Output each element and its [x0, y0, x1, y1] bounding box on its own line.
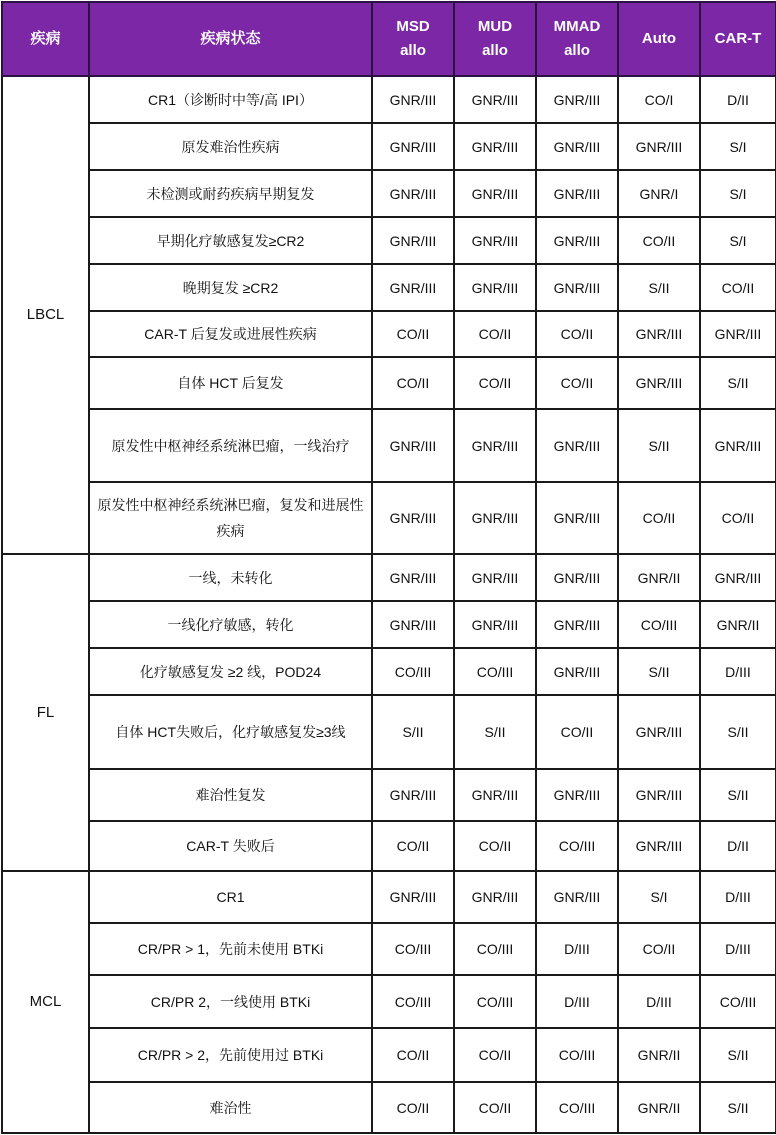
msd-allo-cell: CO/III [372, 923, 454, 975]
mud-allo-cell: CO/II [454, 1028, 536, 1082]
car-t-cell: CO/III [700, 975, 776, 1028]
header-disease [2, 2, 89, 76]
table-row [2, 821, 776, 871]
car-t-cell: S/II [700, 1082, 776, 1133]
mmad-allo-cell: D/III [536, 975, 618, 1028]
mmad-allo-cell: CO/III [536, 821, 618, 871]
auto-cell: CO/III [618, 601, 700, 648]
mmad-allo-cell: CO/III [536, 1082, 618, 1133]
auto-cell: GNR/III [618, 695, 700, 769]
car-t-cell: GNR/II [700, 601, 776, 648]
msd-allo-cell: CO/II [372, 357, 454, 409]
mmad-allo-cell: GNR/III [536, 769, 618, 821]
status-cell: 原发难治性疾病 [89, 123, 372, 170]
mud-allo-cell: GNR/III [454, 264, 536, 311]
auto-cell: GNR/I [618, 170, 700, 217]
header-label: CAR-T [714, 30, 762, 47]
mud-allo-cell: S/II [454, 695, 536, 769]
transplant-recommendation-table [1, 1, 776, 1134]
status-cell: CR1 [89, 871, 372, 923]
mmad-allo-cell: GNR/III [536, 554, 618, 601]
status-cell: CR/PR > 2，先前使用过 BTKi [89, 1028, 372, 1082]
mud-allo-cell: CO/III [454, 975, 536, 1028]
header-auto [618, 2, 700, 76]
mud-allo-cell: CO/II [454, 311, 536, 357]
msd-allo-cell: CO/II [372, 821, 454, 871]
mmad-allo-cell: GNR/III [536, 601, 618, 648]
msd-allo-cell: CO/III [372, 648, 454, 695]
table-row [2, 409, 776, 482]
auto-cell: GNR/II [618, 1082, 700, 1133]
mud-allo-cell: GNR/III [454, 482, 536, 554]
header-label: MSD [396, 18, 430, 35]
auto-cell: S/II [618, 264, 700, 311]
msd-allo-cell: S/II [372, 695, 454, 769]
msd-allo-cell: GNR/III [372, 769, 454, 821]
car-t-cell: GNR/III [700, 409, 776, 482]
mmad-allo-cell: CO/II [536, 311, 618, 357]
mud-allo-cell: CO/II [454, 1082, 536, 1133]
table-row [2, 170, 776, 217]
auto-cell: S/I [618, 871, 700, 923]
mmad-allo-cell: GNR/III [536, 264, 618, 311]
status-cell: 一线，未转化 [89, 554, 372, 601]
header-label: allo [564, 42, 590, 59]
header-status [89, 2, 372, 76]
car-t-cell: GNR/III [700, 311, 776, 357]
auto-cell: GNR/II [618, 1028, 700, 1082]
status-cell: CR/PR 2，一线使用 BTKi [89, 975, 372, 1028]
table-row [2, 1082, 776, 1133]
table-row [2, 601, 776, 648]
table-row [2, 123, 776, 170]
table-row [2, 695, 776, 769]
status-cell: CR/PR > 1，先前未使用 BTKi [89, 923, 372, 975]
mud-allo-cell: GNR/III [454, 871, 536, 923]
auto-cell: CO/I [618, 76, 700, 123]
status-cell: 晚期复发 ≥CR2 [89, 264, 372, 311]
header-label: allo [482, 42, 508, 59]
mud-allo-cell: GNR/III [454, 409, 536, 482]
status-cell: 原发性中枢神经系统淋巴瘤，复发和进展性疾病 [89, 482, 372, 554]
mmad-allo-cell: GNR/III [536, 217, 618, 264]
table-row [2, 482, 776, 554]
msd-allo-cell: GNR/III [372, 409, 454, 482]
mmad-allo-cell: CO/II [536, 357, 618, 409]
mmad-allo-cell: GNR/III [536, 409, 618, 482]
mud-allo-cell: GNR/III [454, 76, 536, 123]
status-cell: CAR-T 失败后 [89, 821, 372, 871]
mud-allo-cell: CO/III [454, 648, 536, 695]
auto-cell: GNR/III [618, 123, 700, 170]
table-row [2, 648, 776, 695]
table-row [2, 923, 776, 975]
msd-allo-cell: CO/II [372, 1028, 454, 1082]
status-cell: 难治性 [89, 1082, 372, 1133]
disease-cell: LBCL [2, 76, 89, 554]
mmad-allo-cell: GNR/III [536, 76, 618, 123]
msd-allo-cell: GNR/III [372, 217, 454, 264]
mud-allo-cell: GNR/III [454, 554, 536, 601]
table-row [2, 311, 776, 357]
car-t-cell: GNR/III [700, 554, 776, 601]
mud-allo-cell: CO/III [454, 923, 536, 975]
status-cell: 难治性复发 [89, 769, 372, 821]
mmad-allo-cell: CO/II [536, 695, 618, 769]
car-t-cell: D/III [700, 648, 776, 695]
msd-allo-cell: GNR/III [372, 123, 454, 170]
msd-allo-cell: CO/III [372, 975, 454, 1028]
header-mud-allo [454, 2, 536, 76]
table-row [2, 871, 776, 923]
mud-allo-cell: GNR/III [454, 123, 536, 170]
car-t-cell: S/II [700, 695, 776, 769]
status-cell: 未检测或耐药疾病早期复发 [89, 170, 372, 217]
car-t-cell: D/II [700, 76, 776, 123]
disease-cell: FL [2, 554, 89, 871]
car-t-cell: S/I [700, 217, 776, 264]
table-row [2, 264, 776, 311]
status-cell: 化疗敏感复发 ≥2 线，POD24 [89, 648, 372, 695]
header-label: 疾病 [30, 30, 61, 47]
car-t-cell: S/I [700, 123, 776, 170]
auto-cell: CO/II [618, 482, 700, 554]
msd-allo-cell: CO/II [372, 1082, 454, 1133]
msd-allo-cell: GNR/III [372, 76, 454, 123]
car-t-cell: D/III [700, 871, 776, 923]
auto-cell: CO/II [618, 923, 700, 975]
msd-allo-cell: GNR/III [372, 601, 454, 648]
mmad-allo-cell: GNR/III [536, 648, 618, 695]
status-cell: CAR-T 后复发或进展性疾病 [89, 311, 372, 357]
table-row [2, 554, 776, 601]
table-row [2, 975, 776, 1028]
table-row [2, 357, 776, 409]
car-t-cell: CO/II [700, 264, 776, 311]
header-label: Auto [641, 30, 677, 47]
msd-allo-cell: GNR/III [372, 170, 454, 217]
car-t-cell: S/II [700, 769, 776, 821]
table-row [2, 1028, 776, 1082]
auto-cell: S/II [618, 648, 700, 695]
auto-cell: CO/II [618, 217, 700, 264]
msd-allo-cell: GNR/III [372, 871, 454, 923]
mmad-allo-cell: GNR/III [536, 871, 618, 923]
header-msd-allo [372, 2, 454, 76]
table-row [2, 769, 776, 821]
auto-cell: GNR/III [618, 821, 700, 871]
mmad-allo-cell: GNR/III [536, 170, 618, 217]
mmad-allo-cell: D/III [536, 923, 618, 975]
status-cell: 自体 HCT失败后，化疗敏感复发≥3线 [89, 695, 372, 769]
mud-allo-cell: CO/II [454, 821, 536, 871]
mmad-allo-cell: GNR/III [536, 123, 618, 170]
header-mmad-allo [536, 2, 618, 76]
table-row [2, 217, 776, 264]
status-cell: 早期化疗敏感复发≥CR2 [89, 217, 372, 264]
car-t-cell: S/I [700, 170, 776, 217]
auto-cell: GNR/II [618, 554, 700, 601]
auto-cell: GNR/III [618, 769, 700, 821]
mud-allo-cell: GNR/III [454, 170, 536, 217]
disease-cell: MCL [2, 871, 89, 1133]
msd-allo-cell: GNR/III [372, 264, 454, 311]
table-row [2, 76, 776, 123]
auto-cell: D/III [618, 975, 700, 1028]
car-t-cell: D/III [700, 923, 776, 975]
msd-allo-cell: GNR/III [372, 482, 454, 554]
mud-allo-cell: GNR/III [454, 601, 536, 648]
auto-cell: S/II [618, 409, 700, 482]
car-t-cell: S/II [700, 357, 776, 409]
status-cell: 自体 HCT 后复发 [89, 357, 372, 409]
car-t-cell: D/II [700, 821, 776, 871]
mud-allo-cell: GNR/III [454, 217, 536, 264]
status-cell: 一线化疗敏感，转化 [89, 601, 372, 648]
mud-allo-cell: GNR/III [454, 769, 536, 821]
header-row [2, 2, 776, 76]
msd-allo-cell: GNR/III [372, 554, 454, 601]
header-label: 疾病状态 [200, 30, 261, 47]
mud-allo-cell: CO/II [454, 357, 536, 409]
status-cell: CR1（诊断时中等/高 IPI） [89, 76, 372, 123]
car-t-cell: CO/II [700, 482, 776, 554]
auto-cell: GNR/III [618, 357, 700, 409]
header-car-t [700, 2, 776, 76]
header-label: allo [400, 42, 426, 59]
mmad-allo-cell: CO/III [536, 1028, 618, 1082]
header-label: MUD [477, 18, 513, 35]
header-label: MMAD [553, 18, 601, 35]
car-t-cell: S/II [700, 1028, 776, 1082]
auto-cell: GNR/III [618, 311, 700, 357]
status-cell: 原发性中枢神经系统淋巴瘤，一线治疗 [89, 409, 372, 482]
mmad-allo-cell: GNR/III [536, 482, 618, 554]
msd-allo-cell: CO/II [372, 311, 454, 357]
